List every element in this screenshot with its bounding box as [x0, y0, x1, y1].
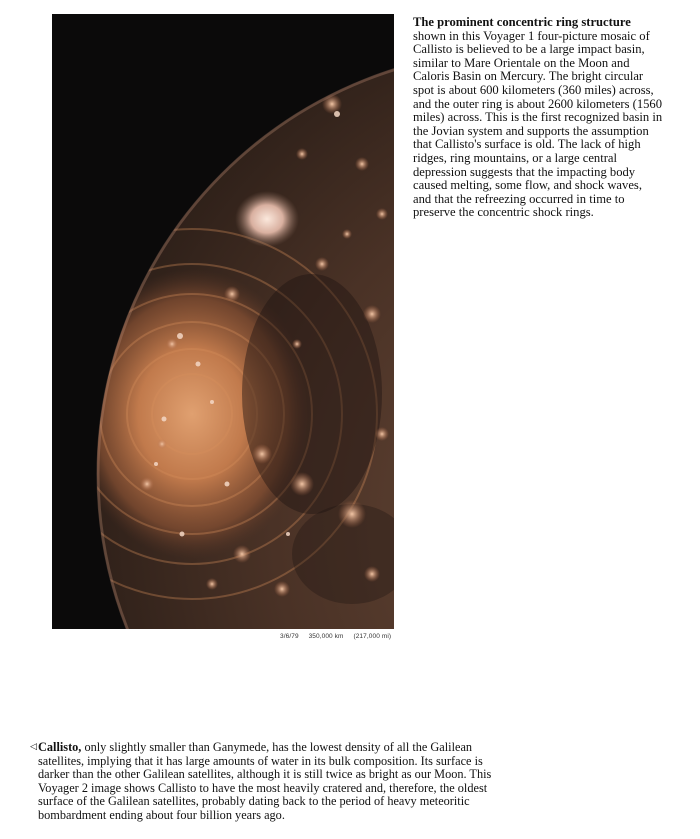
top-caption-body: shown in this Voyager 1 four-picture mosaic of Callisto is believed to be a large impact basin, similar to Mare Orientale on the Moon and Caloris Basin on Mercury. The bright circular spot is about 600 kilometers (360 miles) across, and the outer ring is about 2600 kilometers (1560 miles) across. This is the first recognized basin in the Jovian system and supports the assumption that Callisto's surface is old. The lack of high ridges, ring mountains, or a large central depression suggests that the impacting body caused melting, some flow, and shock waves, and that the refreezing occurred in time to preserve the concentric shock rings. — [413, 28, 663, 220]
bottom-caption — [30, 740, 508, 822]
left-triangle-icon: ◁ — [30, 742, 37, 752]
bottom-caption-lead: Callisto, — [38, 740, 82, 754]
top-caption-lead: The prominent concentric ring structure — [413, 15, 631, 29]
callisto-photo — [52, 14, 394, 629]
photo-range-mi: (217,000 mi) — [353, 633, 392, 640]
top-caption — [413, 16, 663, 220]
photo-metadata — [280, 633, 400, 640]
photo-range-km: 350,000 km — [308, 633, 344, 640]
photo-date: 3/6/79 — [280, 633, 299, 640]
callisto-mosaic-image — [52, 14, 394, 629]
bottom-caption-body: only slightly smaller than Ganymede, has the lowest density of all the Galilean satellites, implying that it has large amounts of water in its bulk composition. Its surface is darker than the other Galilean satellites, although it is still twice as bright as our Moon. This Voyager 2 image shows Callisto to have the most heavily cratered and, therefore, the oldest surface of the Galilean satellites, probably dating back to the period of heavy meteoritic bombardment ending about four billion years ago. — [38, 740, 492, 822]
